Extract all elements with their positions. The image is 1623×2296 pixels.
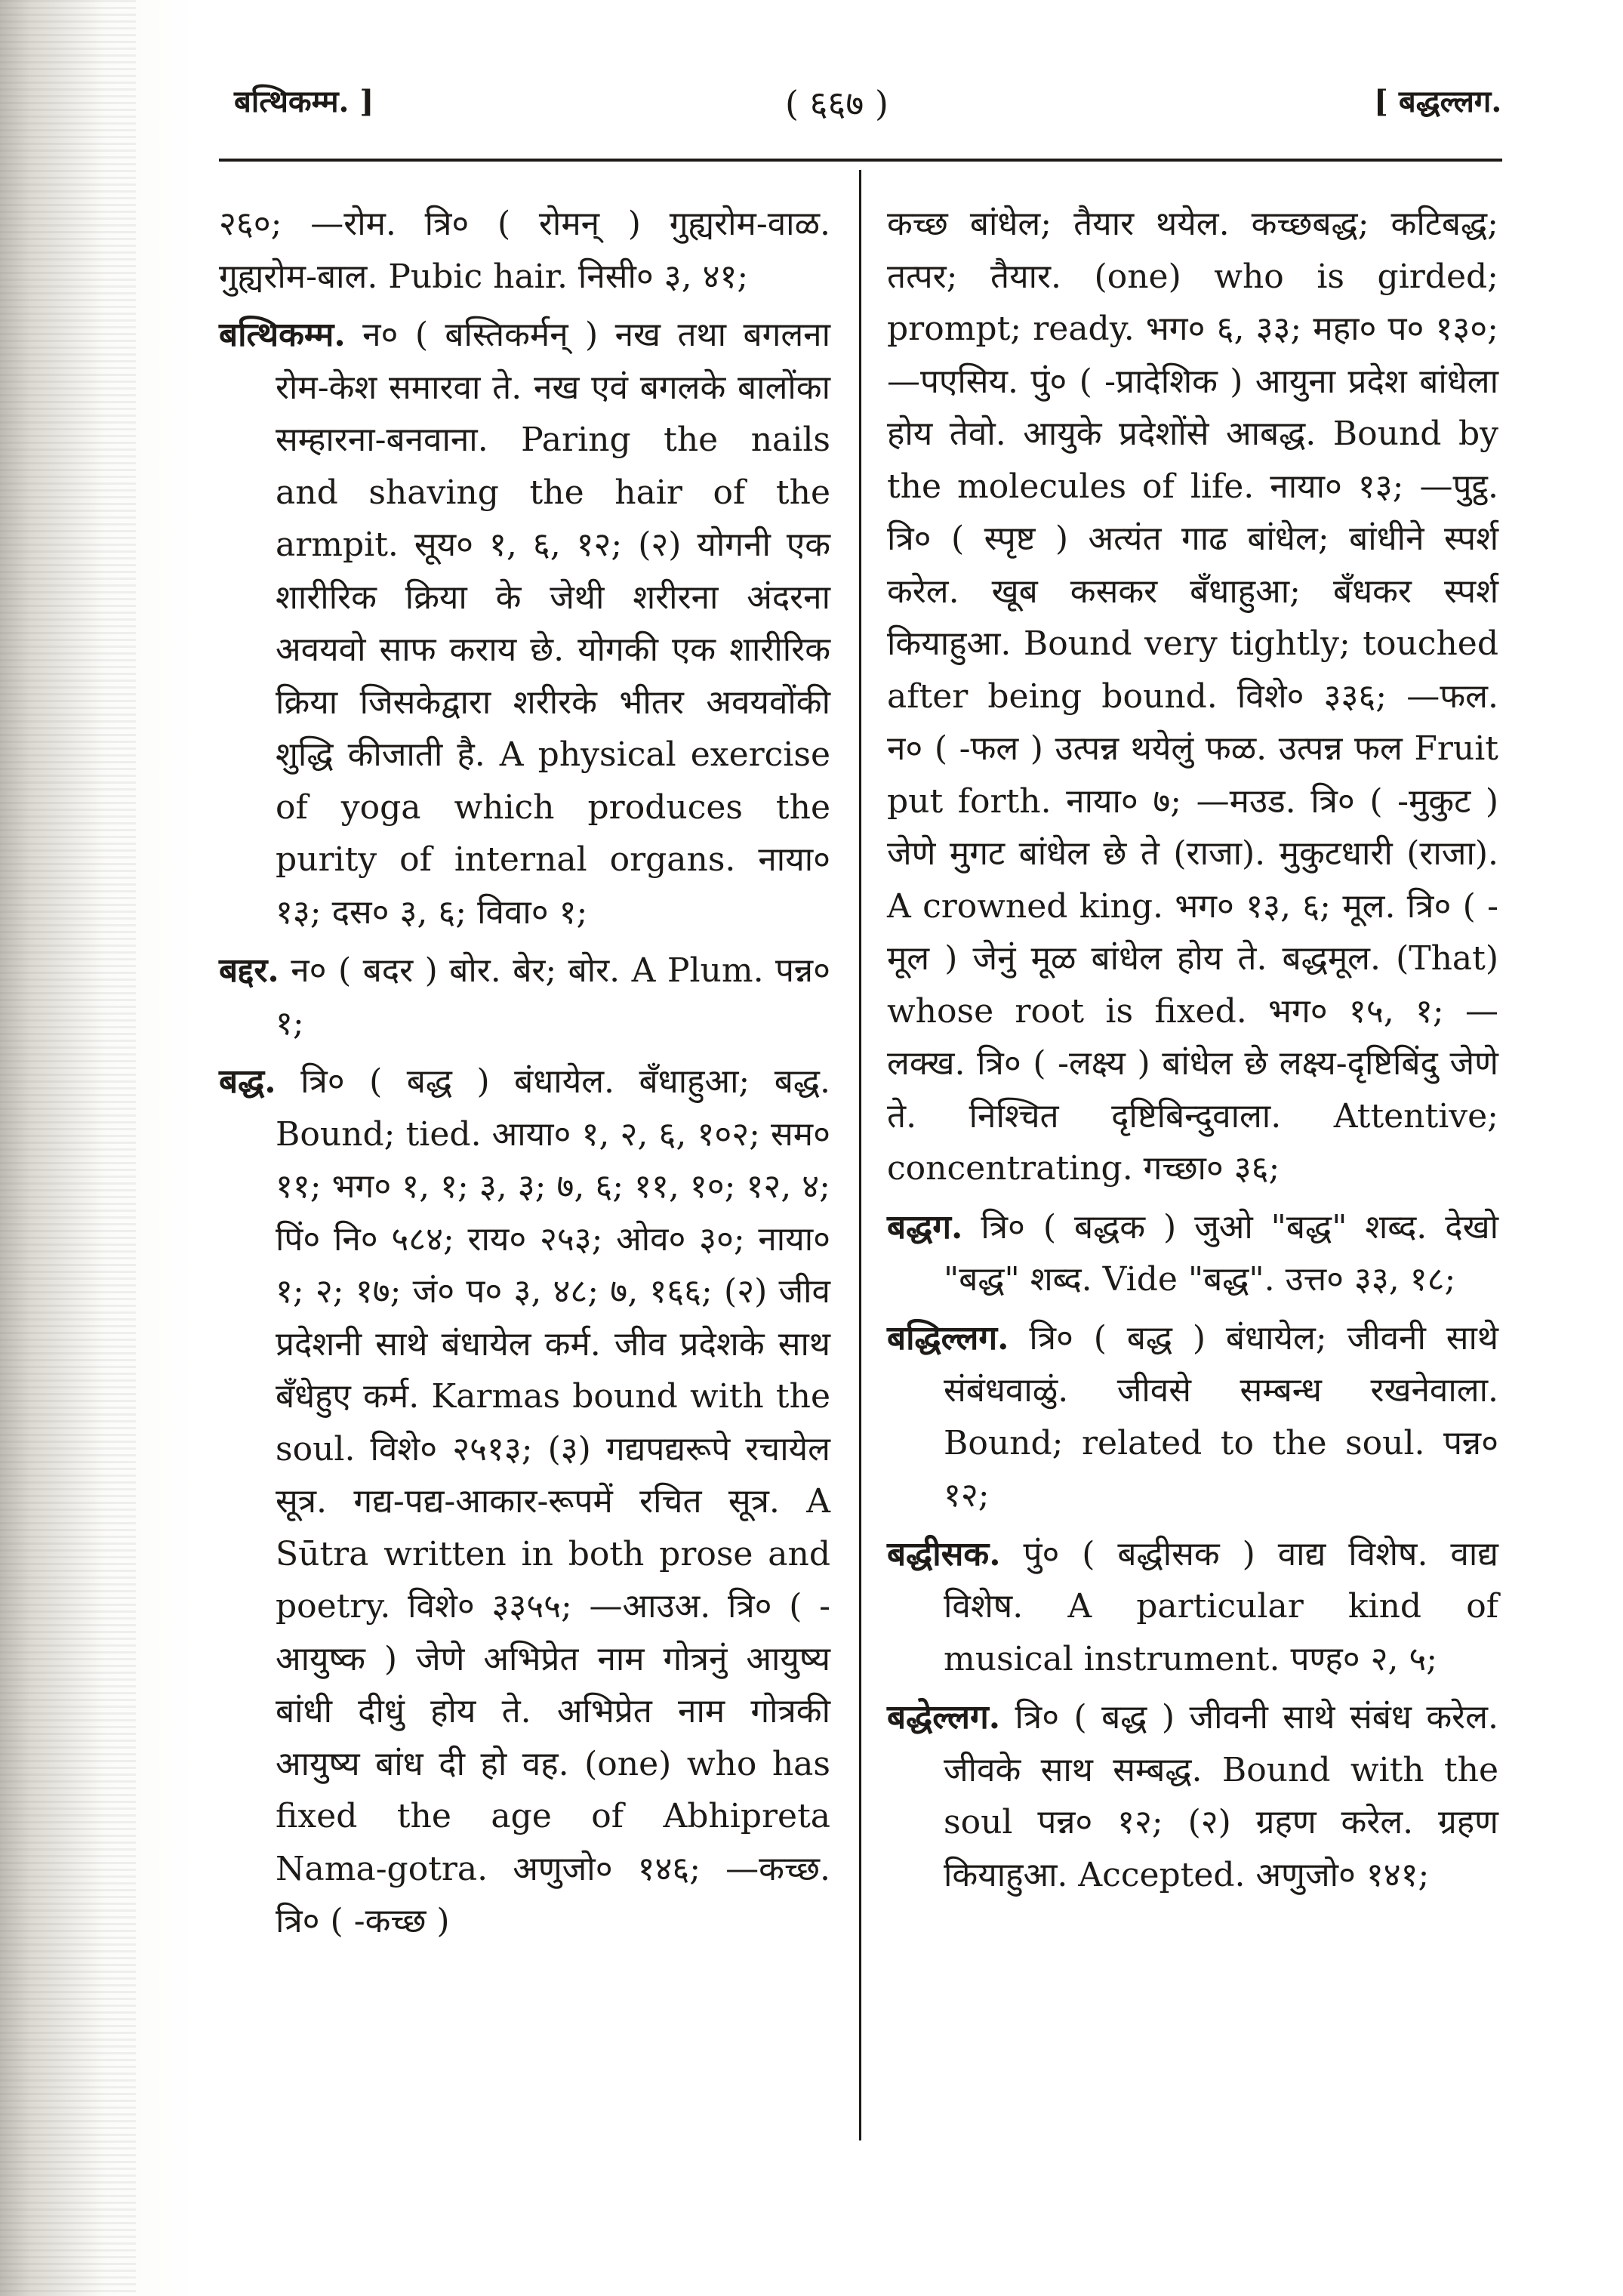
dictionary-entry [887, 1691, 1498, 1901]
entry-text: न० ( बदर ) बोर. बेर; बोर. A Plum. पन्न० १; [276, 951, 830, 1043]
dictionary-entry [887, 198, 1498, 1195]
entry-headword: बद्दर. [219, 951, 279, 990]
entry-headword: बद्धीसक. [887, 1534, 1001, 1573]
entry-text: त्रि० ( बद्ध ) बंधायेल; जीवनी साथे संबंधवाळुं. जीवसे सम्बन्ध रखनेवाला. Bound; related to the soul. पन्न० १२; [944, 1318, 1498, 1515]
dictionary-entry [219, 1056, 830, 1948]
entry-headword: बद्धेल्लग. [887, 1698, 1001, 1737]
dictionary-entry [219, 198, 830, 303]
dictionary-entry [887, 1312, 1498, 1522]
right-column [887, 198, 1498, 1907]
entry-text: त्रि० ( बद्धक ) जुओ "बद्ध" शब्द. देखो "बद्ध" शब्द. Vide "बद्ध". उत्त० ३३, १८; [944, 1207, 1498, 1299]
dictionary-entry [219, 309, 830, 938]
column-divider [859, 170, 861, 2140]
running-head-right: [ बद्धल्लग. [1374, 84, 1502, 119]
page-number: ( ६६७ ) [785, 83, 888, 124]
running-head-left: बत्थिकम्म. ] [234, 84, 374, 119]
page-binding-shadow [0, 0, 136, 2296]
entry-text: २६०; —रोम. त्रि० ( रोमन् ) गुह्यरोम-वाळ. गुह्यरोम-बाल. Pubic hair. निसी० ३, ४१; [219, 205, 830, 296]
left-column [219, 198, 830, 1954]
entry-headword: बत्थिकम्म. [219, 316, 346, 354]
entry-text: कच्छ बांधेल; तैयार थयेल. कच्छबद्ध; कटिबद्ध; तत्पर; तैयार. (one) who is girded; prompt; ready. भग० ६, ३३; महा० प० १३०; —पएसिय. पुं० ( -प्रादेशिक ) आयुना प्रदेश बांधेला होय तेवो. आयुके प्रदेशोंसे आबद्ध. Bound by the molecules of life. नाया० १३; —पुट्ठ. त्रि० ( स्पृष्ट ) अत्यंत गाढ बांधेल; बांधीने स्पर्श करेल. खूब कसकर बँधाहुआ; बँधकर स्पर्श कियाहुआ. Bound very tightly; touched after being bound. विशे० ३३६; —फल. न० ( -फल ) उत्पन्न थयेलुं फळ. उत्पन्न फल Fruit put forth. नाया० ७; —मउड. त्रि० ( -मुकुट ) जेणे मुगट बांधेल छे ते (राजा). मुकुटधारी (राजा). A crowned king. भग० १३, ६; मूल. त्रि० ( -मूल ) जेनुं मूळ बांधेल होय ते. बद्धमूल. (That) whose root is fixed. भग० १५, १; —लक्ख. त्रि० ( -लक्ष्य ) बांधेल छे लक्ष्य-दृष्टिबिंदु जेणे ते. निश्चित दृष्टिबिन्दुवाला. Attentive; concentrating. गच्छा० ३६; [887, 205, 1498, 1188]
dictionary-entry [887, 1528, 1498, 1686]
dictionary-entry [219, 945, 830, 1049]
entry-text: त्रि० ( बद्ध ) जीवनी साथे संबंध करेल. जीवके साथ सम्बद्ध. Bound with the soul पन्न० १२; (२) ग्रहण करेल. ग्रहण कियाहुआ. Accepted. अणुजो० १४१; [944, 1698, 1498, 1894]
entry-headword: बद्ध. [219, 1062, 276, 1101]
entry-headword: बद्धिल्लग. [887, 1318, 1009, 1358]
entry-text: न० ( बस्तिकर्मन् ) नख तथा बगलना रोम-केश समारवा ते. नख एवं बगलके बालोंका सम्हारना-बनवाना. Paring the nails and shaving the hair of the armpit. सूय० १, ६, १२; (२) योगनी एक शारीरिक क्रिया के जेथी शरीरना अंदरना अवयवो साफ कराय छे. योगकी एक शारीरिक क्रिया जिसकेद्वारा शरीरके भीतर अवयवोंकी शुद्धि कीजाती है. A physical exercise of yoga which produces the purity of internal organs. नाया० १३; दस० ३, ६; विवा० १; [276, 316, 830, 932]
entry-headword: बद्धग. [887, 1207, 963, 1247]
header-rule [219, 159, 1502, 162]
dictionary-entry [887, 1201, 1498, 1306]
entry-text: त्रि० ( बद्ध ) बंधायेल. बँधाहुआ; बद्ध. Bound; tied. आया० १, २, ६, १०२; सम० ११; भग० १, १; ३, ३; ७, ६; ११, १०; १२, ४; पिं० नि० ५८४; राय० २५३; ओव० ३०; नाया० १; २; १७; जं० प० ३, ४८; ७, १६६; (२) जीव प्रदेशनी साथे बंधायेल कर्म. जीव प्रदेशके साथ बँधेहुए कर्म. Karmas bound with the soul. विशे० २५१३; (३) गद्यपद्यरूपे रचायेल सूत्र. गद्य-पद्य-आकार-रूपमें रचित सूत्र. A Sūtra written in both prose and poetry. विशे० ३३५५; —आउअ. त्रि० ( -आयुष्क ) जेणे अभिप्रेत नाम गोत्रनुं आयुष्य बांधी दीधुं होय ते. अभिप्रेत नाम गोत्रकी आयुष्य बांध दी हो वह. (one) who has fixed the age of Abhipreta Nama-gotra. अणुजो० १४६; —कच्छ. त्रि० ( -कच्छ ) [276, 1062, 830, 1940]
entry-text: पुं० ( बद्धीसक ) वाद्य विशेष. वाद्य विशेष. A particular kind of musical instrument. पण्ह० २, ५; [944, 1534, 1498, 1678]
